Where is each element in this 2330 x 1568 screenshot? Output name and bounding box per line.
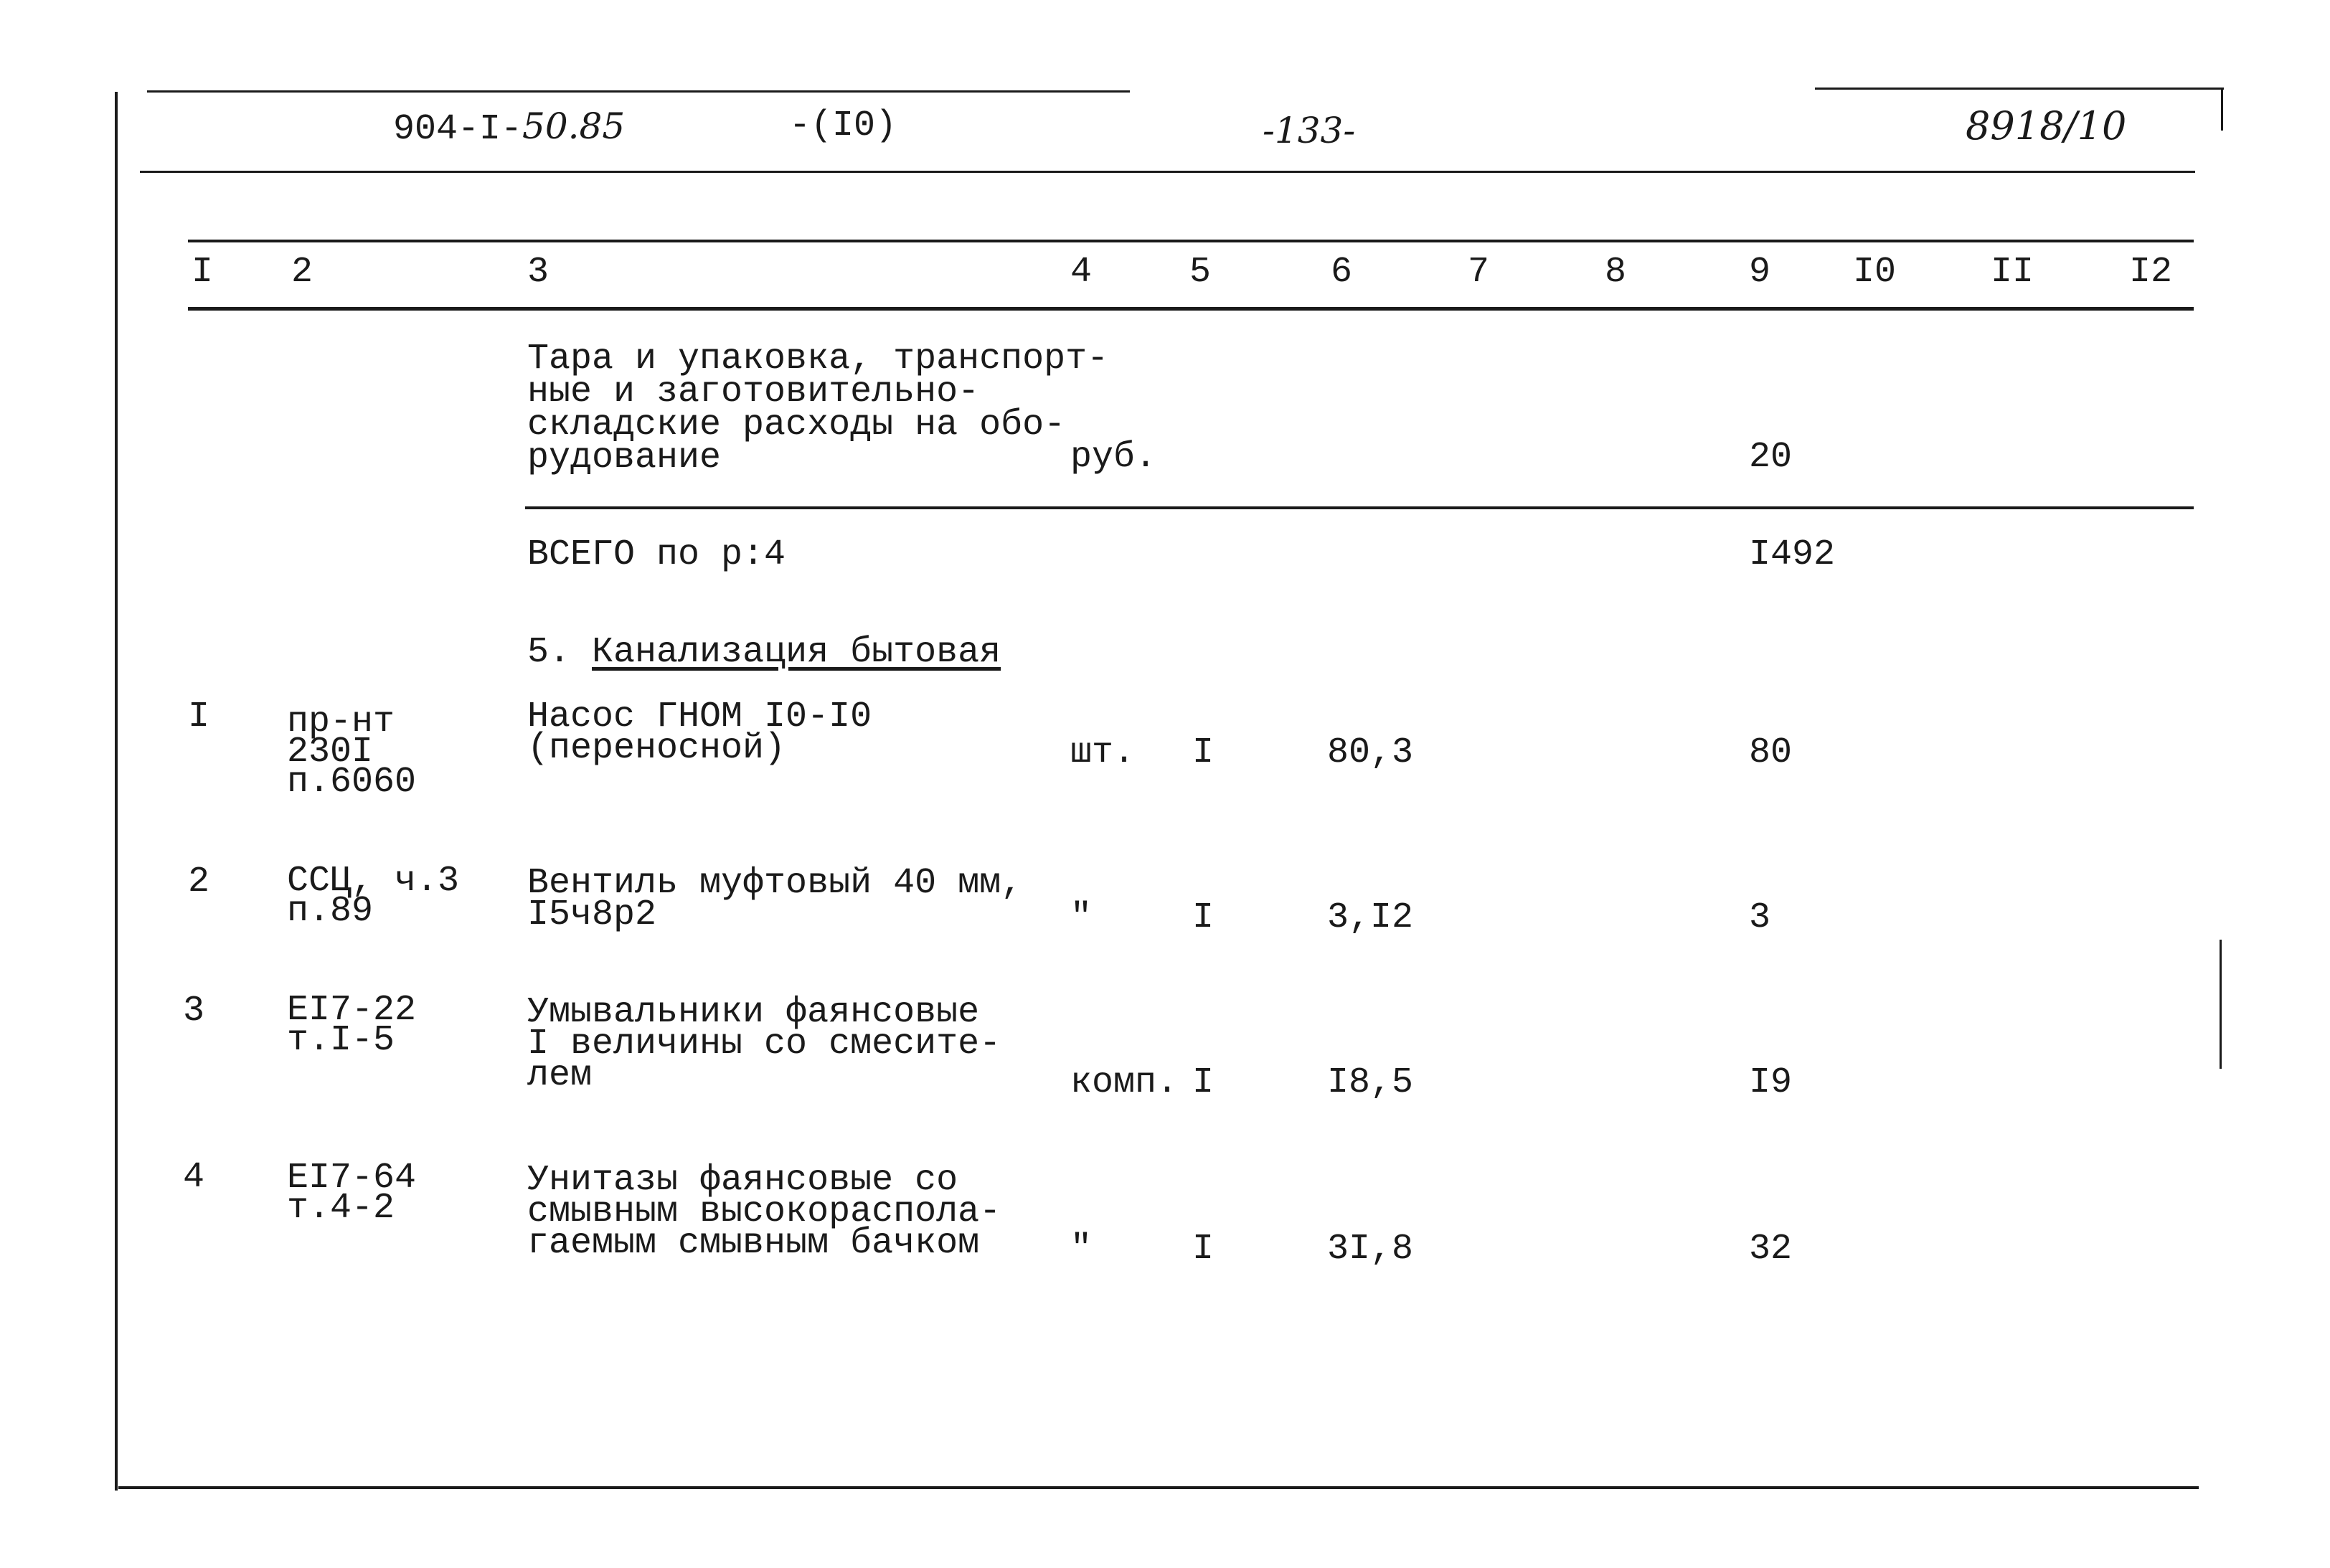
right-border-mid [2220,940,2222,1069]
row-total: I9 [1749,1062,1793,1103]
row-code: EI7-64 т.4-2 [287,1158,417,1229]
column-header: 7 [1468,252,1490,293]
section-number: 5. [527,632,571,673]
doc-part: -(I0) [789,105,897,146]
row-name: Насос ГНОМ I0-I0 (переносной) [527,696,872,769]
row-unit: " [1070,1229,1093,1270]
row-name: Вентиль муфтовый 40 мм, I5ч8р2 [527,863,1023,935]
row-name: Умывальники фаянсовые I величины со смесите- лем [527,992,1001,1096]
row-total: 32 [1749,1229,1793,1270]
column-header: 3 [527,252,550,293]
column-header: II [1991,252,2034,293]
row-qty: I [1192,897,1214,938]
row-code: пр-нт 230I п.6060 [287,702,417,803]
row-qty: I [1192,1229,1214,1270]
row-total: 80 [1749,732,1793,773]
row-qty: I [1192,732,1214,773]
column-header: 4 [1070,252,1093,293]
row-packaging-name: Тара и упаковка, транспорт- ные и заготовительно- складские расходы на обо- рудование [527,339,1109,478]
row-code: EI7-22 т.I-5 [287,990,417,1061]
column-header: I0 [1853,252,1897,293]
row-total-value: I492 [1749,534,1836,575]
archive-number: 8918/10 [1966,103,2127,148]
row-price: 80,3 [1327,732,1414,773]
doc-number-prefix: 904-I- [393,109,523,150]
column-header: 2 [291,252,313,293]
subtotal-rule [525,506,2194,509]
row-unit: шт. [1070,732,1136,773]
bottom-border [118,1486,2199,1489]
doc-number [393,105,626,150]
row-price: I8,5 [1327,1062,1414,1103]
row-price: 3I,8 [1327,1229,1414,1270]
row-packaging-total: 20 [1749,437,1793,478]
row-packaging-unit: руб. [1070,437,1157,478]
row-number: 3 [183,991,205,1031]
row-unit: комп. [1070,1062,1179,1103]
row-price: 3,I2 [1327,897,1414,938]
right-border-top [2221,88,2223,131]
left-border [115,92,118,1491]
column-header: 8 [1605,252,1627,293]
column-header-top-rule [188,240,2194,242]
column-header: 9 [1749,252,1771,293]
top-border-right [1815,88,2224,90]
row-number: 2 [188,861,210,902]
column-header: I [192,252,214,293]
row-total: 3 [1749,897,1771,938]
row-code: ССЦ, ч.3 п.89 [287,861,460,932]
top-border-left [147,90,1130,93]
page-number: -133- [1263,110,1356,151]
section-title-text: Канализация бытовая [592,632,1001,673]
doc-number-suffix: 50.85 [522,105,626,147]
header-rule [140,171,2195,173]
row-total-name: ВСЕГО по р:4 [527,534,786,575]
section-title [527,634,1001,671]
row-number: I [188,696,210,737]
row-unit: " [1070,897,1093,938]
column-header: I2 [2129,252,2173,293]
column-header: 5 [1189,252,1212,293]
row-number: 4 [183,1157,205,1198]
column-header-bottom-rule [188,307,2194,311]
column-header: 6 [1331,252,1353,293]
row-name: Унитазы фаянсовые со смывным высокораспола- гаемым смывным бачком [527,1160,1001,1264]
row-qty: I [1192,1062,1214,1103]
